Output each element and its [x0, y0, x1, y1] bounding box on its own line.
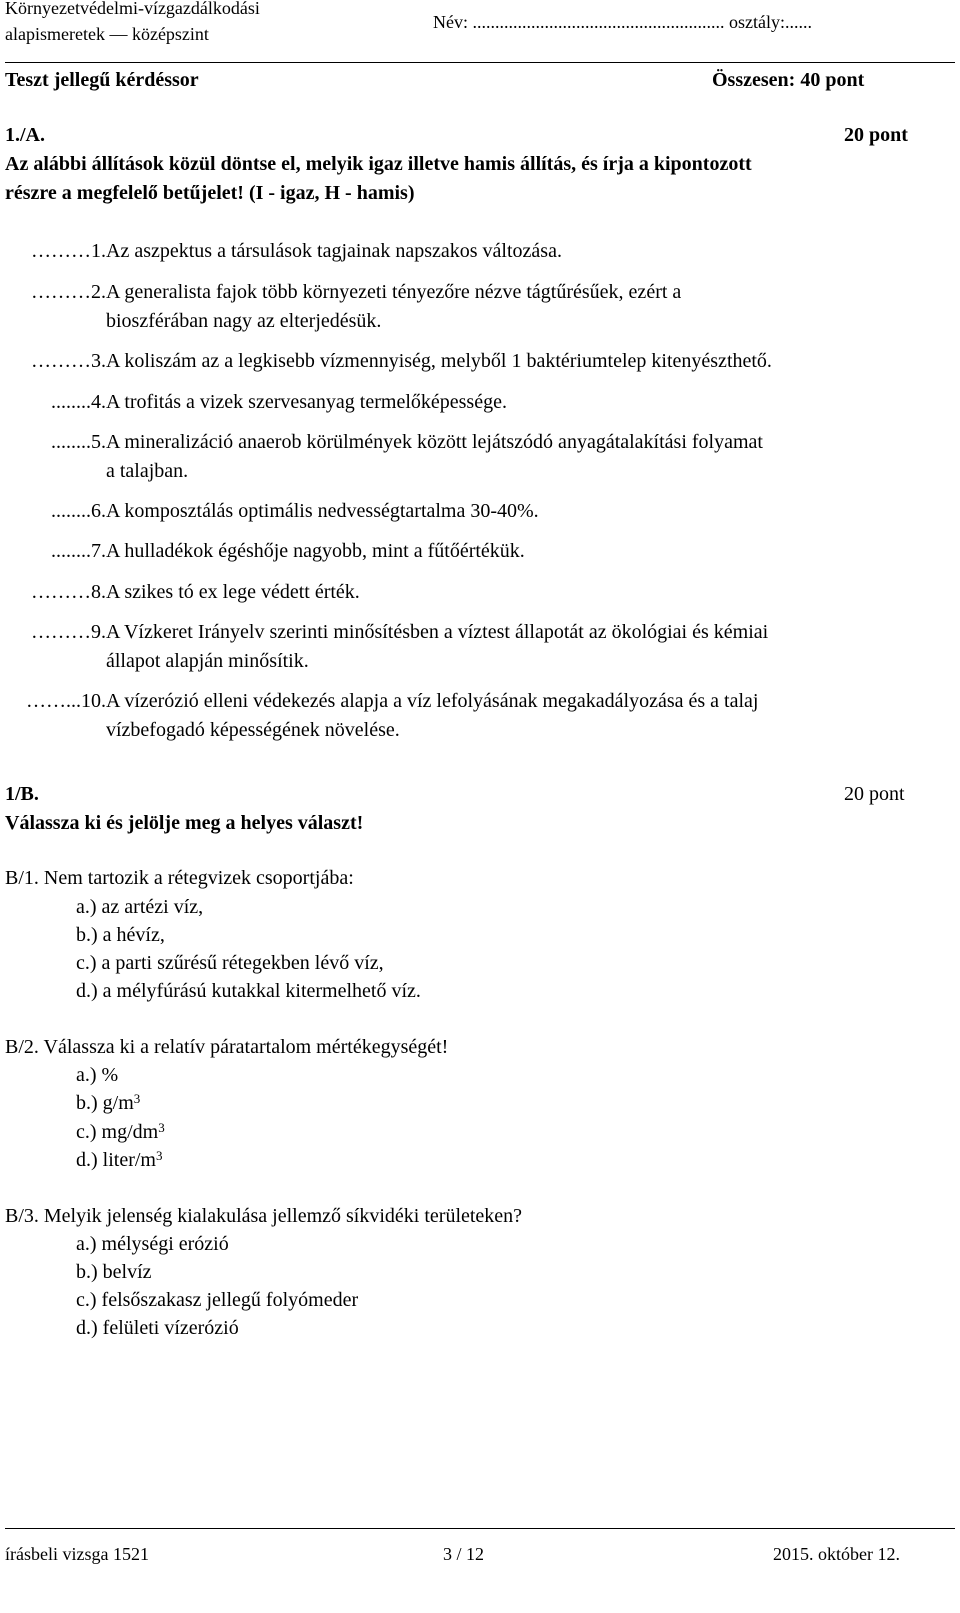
option-letter: a.): [76, 896, 97, 918]
statement-text: vízbefogadó képességének növelése.: [106, 719, 400, 741]
statement-text: a talajban.: [106, 460, 189, 482]
question-b2: B/2. Válassza ki a relatív páratartalom mértékegységét!: [5, 1036, 449, 1058]
option-text: a parti szűrésű rétegekben lévő víz,: [101, 952, 384, 974]
header-name-field: Név: ........................................................ osztály:......: [433, 12, 812, 32]
question-b1: B/1. Nem tartozik a rétegvizek csoportjába:: [5, 867, 354, 889]
statement-number[interactable]: ........5.: [51, 431, 106, 453]
section-total: Összesen: 40 pont: [712, 69, 865, 91]
option-text: mg/dm: [101, 1121, 159, 1143]
statement-text: A mineralizáció anaerob körülmények között lejátszódó anyagátalakítási folyamat: [106, 431, 763, 453]
part-a-label: 1./A.: [5, 124, 45, 146]
option-b3-b[interactable]: [76, 1261, 152, 1284]
statement-number[interactable]: ………1.: [31, 240, 106, 262]
option-text: mélységi erózió: [101, 1233, 229, 1255]
statement-text: A szikes tó ex lege védett érték.: [106, 581, 360, 603]
option-letter: b.): [76, 924, 98, 946]
option-letter: c.): [76, 1121, 97, 1143]
option-letter: c.): [76, 952, 97, 974]
superscript: 3: [158, 1120, 165, 1135]
option-text: az artézi víz,: [101, 896, 204, 918]
option-text: %: [101, 1064, 119, 1086]
footer-page-number: 3 / 12: [443, 1544, 485, 1564]
superscript: 3: [133, 1091, 141, 1106]
option-text: a hévíz,: [102, 924, 165, 946]
statement-number[interactable]: ……...10.: [26, 690, 106, 712]
statement-text: A generalista fajok több környezeti tényezőre nézve tágtűrésűek, ezért a: [106, 281, 682, 303]
option-letter: a.): [76, 1233, 97, 1255]
part-b-label: 1/B.: [5, 783, 39, 805]
part-a-instruction-line1: Az alábbi állítások közül döntse el, melyik igaz illetve hamis állítás, és írja a kipontozott: [5, 153, 752, 175]
option-letter: d.): [76, 980, 98, 1002]
statement-number[interactable]: ........4.: [51, 391, 106, 413]
option-letter: d.): [76, 1317, 98, 1339]
question-b3: B/3. Melyik jelenség kialakulása jellemző síkvidéki területeken?: [5, 1205, 523, 1227]
statement-text: A trofitás a vizek szervesanyag termelőképessége.: [106, 391, 507, 413]
statement-number[interactable]: ………3.: [31, 350, 106, 372]
option-letter: b.): [76, 1261, 98, 1283]
statement-text: Az aszpektus a társulások tagjainak napszakos változása.: [106, 240, 562, 262]
option-b1-a[interactable]: [76, 896, 203, 919]
header-subject-line2: alapismeretek — középszint: [5, 24, 209, 44]
footer-exam-id: írásbeli vizsga 1521: [5, 1544, 149, 1564]
section-title: Teszt jellegű kérdéssor: [5, 69, 199, 91]
statement-number[interactable]: ........7.: [51, 540, 106, 562]
option-b3-c[interactable]: [76, 1289, 358, 1312]
footer-rule: [5, 1528, 955, 1529]
option-b2-c[interactable]: [76, 1121, 165, 1144]
option-b1-b[interactable]: [76, 924, 165, 947]
option-b1-d[interactable]: [76, 980, 421, 1003]
statement-text: A koliszám az a legkisebb vízmennyiség, melyből 1 baktériumtelep kitenyészthető.: [106, 350, 772, 372]
part-a-instruction-line2: részre a megfelelő betűjelet! (I - igaz, H - hamis): [5, 182, 415, 204]
superscript: 3: [156, 1148, 163, 1163]
statement-text: A hulladékok égéshője nagyobb, mint a fűtőértékük.: [106, 540, 525, 562]
option-b2-d[interactable]: [76, 1149, 163, 1172]
statement-text: bioszférában nagy az elterjedésük.: [106, 310, 382, 332]
option-letter: b.): [76, 1092, 98, 1114]
statement-text: A vízerózió elleni védekezés alapja a víz lefolyásának megakadályozása és a talaj: [106, 690, 759, 712]
option-text: felsőszakasz jellegű folyómeder: [101, 1289, 359, 1311]
statement-number[interactable]: ………2.: [31, 281, 106, 303]
statement-text: A komposztálás optimális nedvességtartalma 30-40%.: [106, 500, 539, 522]
part-b-instruction: Válassza ki és jelölje meg a helyes választ!: [5, 812, 364, 834]
option-letter: c.): [76, 1289, 97, 1311]
option-text: belvíz: [102, 1261, 152, 1283]
option-b1-c[interactable]: [76, 952, 384, 975]
option-letter: d.): [76, 1149, 98, 1171]
option-text: a mélyfúrású kutakkal kitermelhető víz.: [102, 980, 421, 1002]
part-a-points: 20 pont: [844, 124, 908, 146]
option-b2-a[interactable]: [76, 1064, 118, 1087]
option-b3-a[interactable]: [76, 1233, 229, 1256]
part-b-points: 20 pont: [844, 783, 905, 805]
option-text: g/m: [102, 1092, 134, 1114]
statement-number[interactable]: ........6.: [51, 500, 106, 522]
header-subject-line1: Környezetvédelmi-vízgazdálkodási: [5, 0, 260, 18]
option-letter: a.): [76, 1064, 97, 1086]
statement-text: állapot alapján minősítik.: [106, 650, 309, 672]
option-b2-b[interactable]: [76, 1092, 140, 1115]
statement-number[interactable]: ………8.: [31, 581, 106, 603]
option-text: liter/m: [102, 1149, 156, 1171]
option-b3-d[interactable]: [76, 1317, 239, 1340]
header-rule: [5, 62, 955, 63]
statement-text: A Vízkeret Irányelv szerinti minősítésben a víztest állapotát az ökológiai és kémiai: [106, 621, 769, 643]
statement-number[interactable]: ………9.: [31, 621, 106, 643]
option-text: felületi vízerózió: [102, 1317, 239, 1339]
footer-date: 2015. október 12.: [773, 1544, 900, 1564]
